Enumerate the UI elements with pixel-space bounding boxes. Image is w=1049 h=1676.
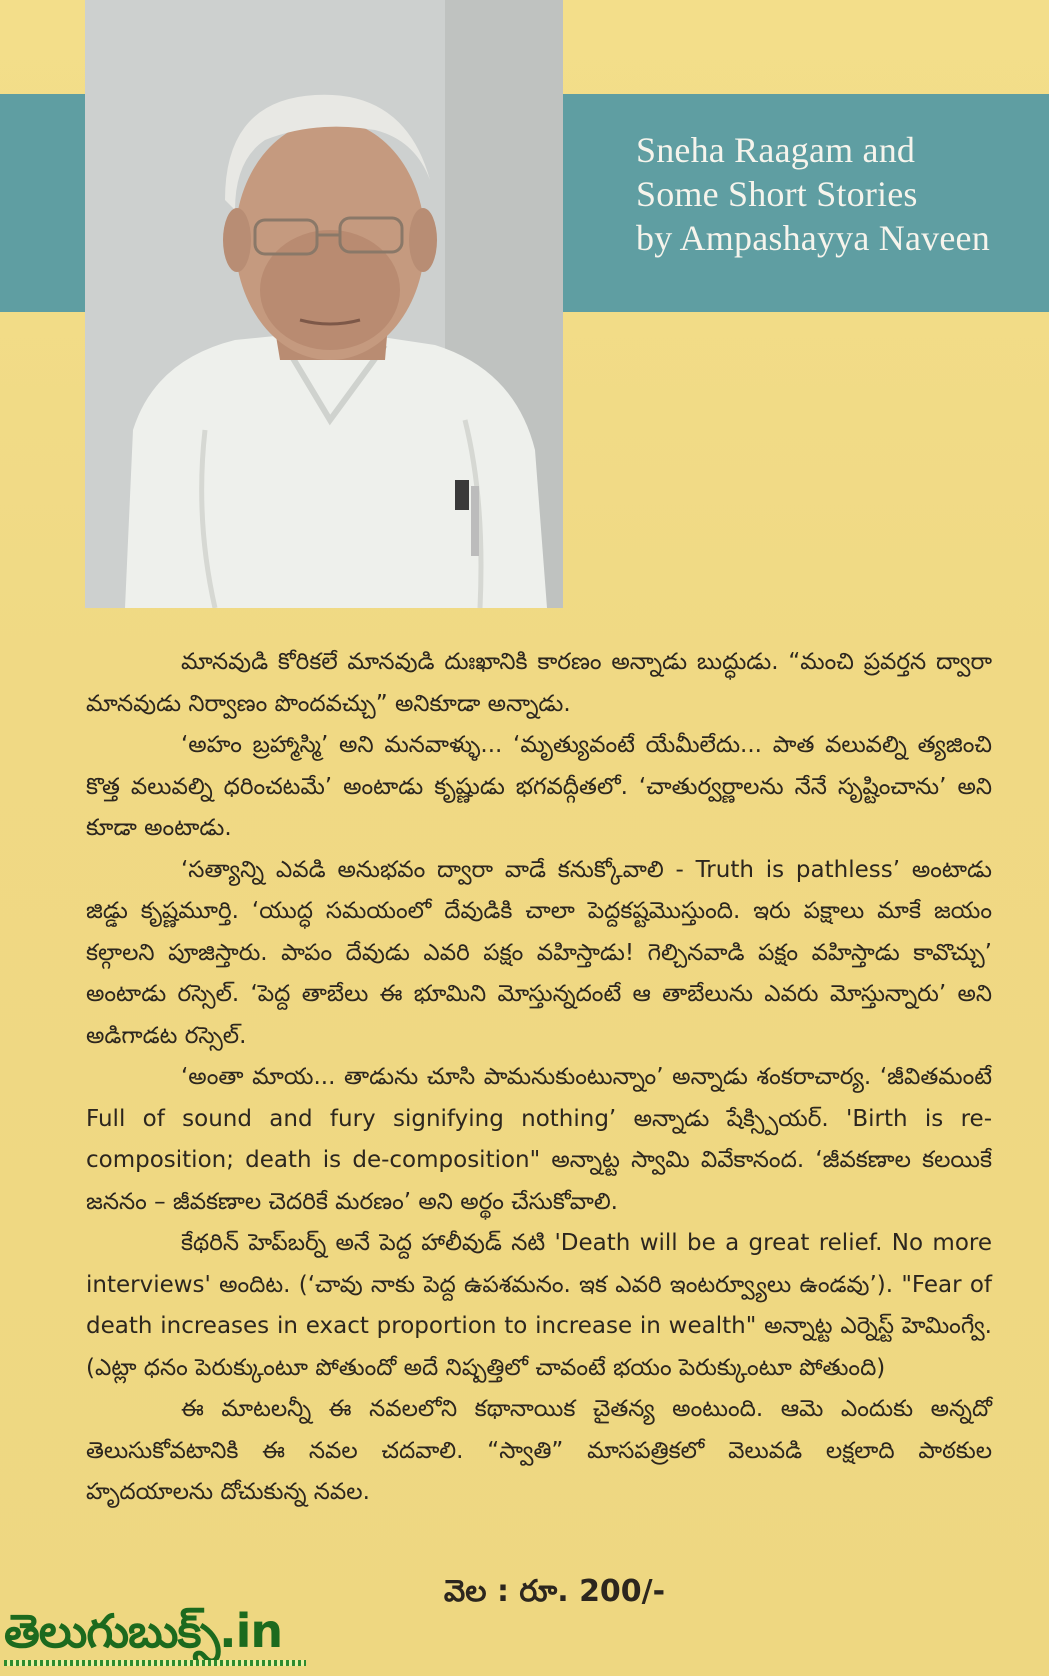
back-cover-blurb: [86, 642, 992, 1514]
book-title: [636, 128, 1036, 260]
blurb-paragraph: ‘అంతా మాయ... తాడును చూసి పామనుకుంటున్నాం’ అన్నాడు శంకరాచార్య. ‘జీవితమంటే Full of sound and fury signifying nothing’ అన్నాడు షేక్స్పియర్. 'Birth is re-composition; death is de-composition" అన్నాట్ట స్వామి వివేకానంద. ‘జీవకణాల కలయికే జననం – జీవకణాల చెదరికే మరణం’ అని అర్థం చేసుకోవాలి.: [86, 1064, 992, 1215]
site-logo: తెలుగుబుక్స్.in: [4, 1604, 283, 1658]
title-line-2: Some Short Stories: [636, 174, 918, 214]
blurb-paragraph: ‘సత్యాన్ని ఎవడి అనుభవం ద్వారా వాడే కనుక్కోవాలి - Truth is pathless’ అంటాడు జిడ్డు కృష్ణమూర్తి. ‘యుద్ధ సమయంలో దేవుడికి చాలా పెద్దకష్టమొస్తుంది. ఇరు పక్షాలు మాకే జయం కల్గాలని పూజిస్తారు. పాపం దేవుడు ఎవరి పక్షం వహిస్తాడు! గెల్చినవాడి పక్షం వహిస్తాడు కావొచ్చు’ అంటాడు రస్సెల్. ‘పెద్ద తాబేలు ఈ భూమిని మోస్తున్నదంటే ఆ తాబేలును ఎవరు మోస్తున్నారు’ అని అడిగాడట రస్సెల్.: [86, 856, 992, 1049]
price-label: వెల : రూ. 200/-: [443, 1574, 666, 1609]
blurb-paragraph: కేథరిన్ హెప్‌బర్న్ అనే పెద్ద హాలీవుడ్ నటి 'Death will be a great relief. No more interviews' అందిట. (‘చావు నాకు పెద్ద ఉపశమనం. ఇక ఎవరి ఇంటర్వ్యూలు ఉండవు’). "Fear of death increases in exact proportion to increase in wealth" అన్నాట్ట ఎర్నెస్ట్ హెమింగ్వే. (ఎట్లా ధనం పెరుక్కుంటూ పోతుందో అదే నిష్పత్తిలో చావంటే భయం పెరుక్కుంటూ పోతుంది): [86, 1230, 992, 1381]
blurb-paragraph: ఈ మాటలన్నీ ఈ నవలలోని కథానాయిక చైతన్య అంటుంది. ఆమె ఎందుకు అన్నదో తెలుసుకోవటానికి ఈ నవల చదవాలి. “స్వాతి” మాసపత్రికలో వెలువడి లక్షలాది పాఠకుల హృదయాలను దోచుకున్న నవల.: [86, 1396, 992, 1505]
blurb-paragraph: ‘అహం బ్రహ్మాస్మి’ అని మనవాళ్ళు... ‘మృత్యువంటే యేమీలేదు... పాత వలువల్ని త్యజించి కొత్త వలువల్ని ధరించటమే’ అంటాడు కృష్ణుడు భగవద్గీతలో. ‘చాతుర్వర్ణాలను నేనే సృష్టించాను’ అని కూడా అంటాడు.: [86, 732, 992, 841]
blurb-paragraph: మానవుడి కోరికలే మానవుడి దుఃఖానికి కారణం అన్నాడు బుద్ధుడు. “మంచి ప్రవర్తన ద్వారా మానవుడు నిర్వాణం పొందవచ్చు” అనికూడా అన్నాడు.: [86, 649, 992, 717]
author-photo: [85, 0, 563, 608]
author-portrait-image: [85, 0, 563, 608]
title-line-1: Sneha Raagam and: [636, 130, 916, 170]
title-line-3: by Ampashayya Naveen: [636, 218, 990, 258]
logo-underline: [4, 1660, 306, 1666]
